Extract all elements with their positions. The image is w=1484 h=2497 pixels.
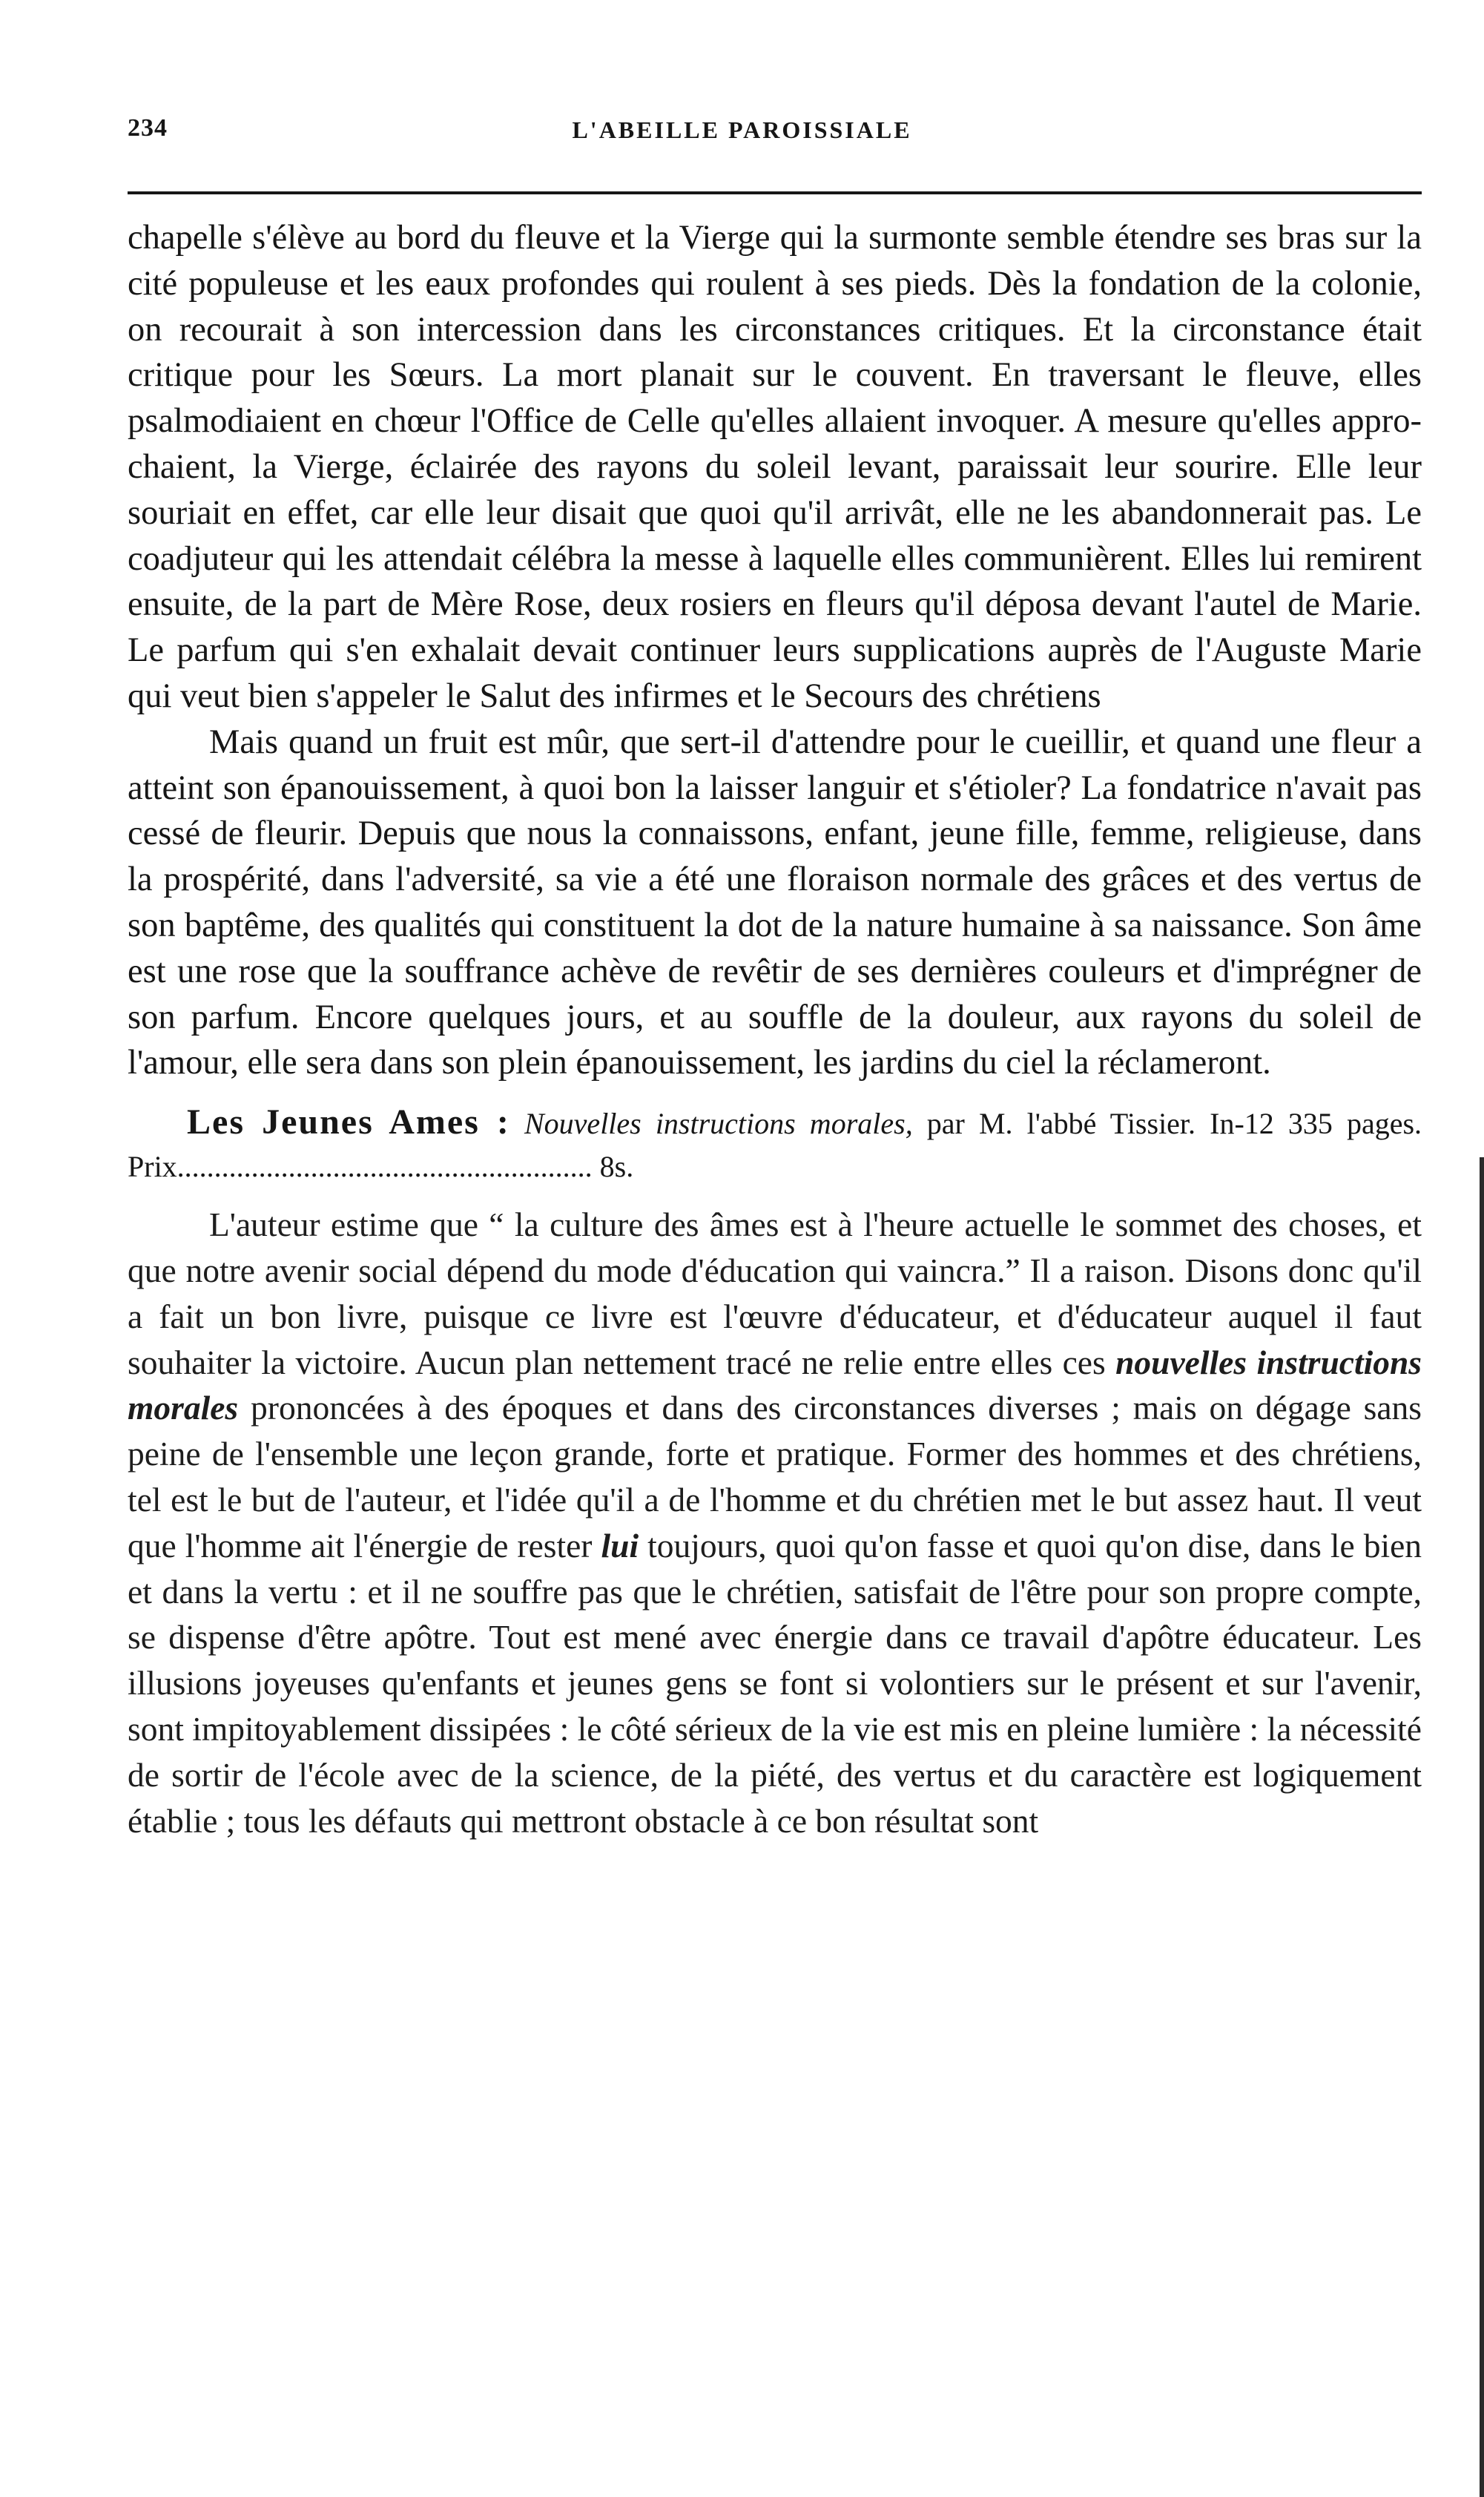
- review-text-3: toujours, quoi qu'on fasse et quoi qu'on dise, dans le bien et dans la vertu : et il ne souffre pas que le chrétien, satisfait de l'être pour son propre compte, se dispense d'être apôtre. Tout est mené avec énergie dans ce travail d'apôtre éducateur. Les illusions joyeuses qu'enfants et jeunes gens se font si volontiers sur le présent et sur l'avenir, sont impitoyablement dissipées : le côté sérieux de la vie est mis en pleine lumière : la nécessité de sortir de l'école avec de la science, de la piété, des vertus et du caractère est logiquement établie ; tous les défauts qui mettront obstacle à ce bon résultat sont: [128, 1526, 1422, 1840]
- page-body: [128, 215, 1422, 1843]
- review-emphasis-lui: lui: [601, 1526, 639, 1565]
- running-title: L'ABEILLE PAROISSIALE: [572, 116, 912, 143]
- header-rule: [128, 191, 1422, 194]
- paragraph-1: chapelle s'élève au bord du fleuve et la Vierge qui la surmonte semble étendre ses bras sur la cité populeuse et les eaux profondes qui roulent à ses pieds. Dès la fondation de la colonie, on recourait à son intercession dans les circonstances critiques. Et la circonstance était critique pour les Sœurs. La mort planait sur le couvent. En traversant le fleuve, elles psalmodiaient en chœur l'Office de Celle qu'elles allaient invoquer. A mesure qu'elles approchaient, la Vierge, éclairée des rayons du soleil levant, paraissait leur sourire. Elle leur souriait en effet, car elle leur disait que quoi qu'il arrivât, elle ne les abandonnerait pas. Le coadjuteur qui les attendait célébra la messe à laquelle elles communièrent. Elles lui remirent ensuite, de la part de Mère Rose, deux rosiers en fleurs qu'il déposa devant l'autel de Marie. Le parfum qui s'en exhalait devait continuer leurs supplications auprès de l'Auguste Marie qui veut bien s'appeler le Salut des infirmes et le Secours des chrétiens: [128, 219, 1422, 715]
- paragraph-2: Mais quand un fruit est mûr, que sert-il d'attendre pour le cueillir, et quand une fleur a atteint son épanouissement, à quoi bon la laisser languir et s'étioler? La fondatrice n'avait pas cessé de fleurir. Depuis que nous la connaissons, enfant, jeune fille, femme, religieuse, dans la prospérité, dans l'adversité, sa vie a été une floraison normale des grâces et des vertus de son baptême, des qualités qui constituent la dot de la nature humaine à sa naissance. Son âme est une rose que la souffrance achève de revêtir de ses dernières couleurs et d'imprégner de son parfum. Encore quelques jours, et au souffle de la douleur, aux rayons du soleil de l'amour, elle sera dans son plein épanouissement, les jardins du ciel la réclameront.: [128, 723, 1422, 1082]
- page-number: 234: [128, 114, 168, 142]
- book-author-price: par M. l'abbé Tissier. In-12 335 pages. Prix........................................................ 8s.: [128, 1107, 1422, 1184]
- book-review-text: [128, 1202, 1422, 1843]
- book-review-heading: [128, 1101, 1422, 1188]
- review-text-1: L'auteur estime que “ la culture des âmes est à l'heure actuelle le sommet des choses, et que notre avenir social dépend du mode d'éducation qui vaincra.” Il a raison. Disons donc qu'il a fait un bon livre, puisque ce livre est l'œuvre d'éducateur, et d'éducateur auquel il faut souhaiter la victoire. Aucun plan nettement tracé ne relie entre elles ces: [128, 1205, 1422, 1381]
- book-title: Les Jeunes Ames :: [187, 1102, 510, 1142]
- review-text-2: prononcées à des époques et dans des circonstances diverses ; mais on dégage sans peine de l'ensemble une leçon grande, forte et pratique. Former des hommes et des chrétiens, tel est le but de l'auteur, et l'idée qu'il a de l'homme et du chrétien met le but assez haut. Il veut que l'homme ait l'énergie de rester: [128, 1389, 1422, 1565]
- book-subtitle: Nouvelles instructions morales,: [524, 1107, 913, 1141]
- page-edge-shadow: [1480, 1157, 1484, 2497]
- review-inline-book-title: nouvelles instructions morales: [128, 1343, 1422, 1427]
